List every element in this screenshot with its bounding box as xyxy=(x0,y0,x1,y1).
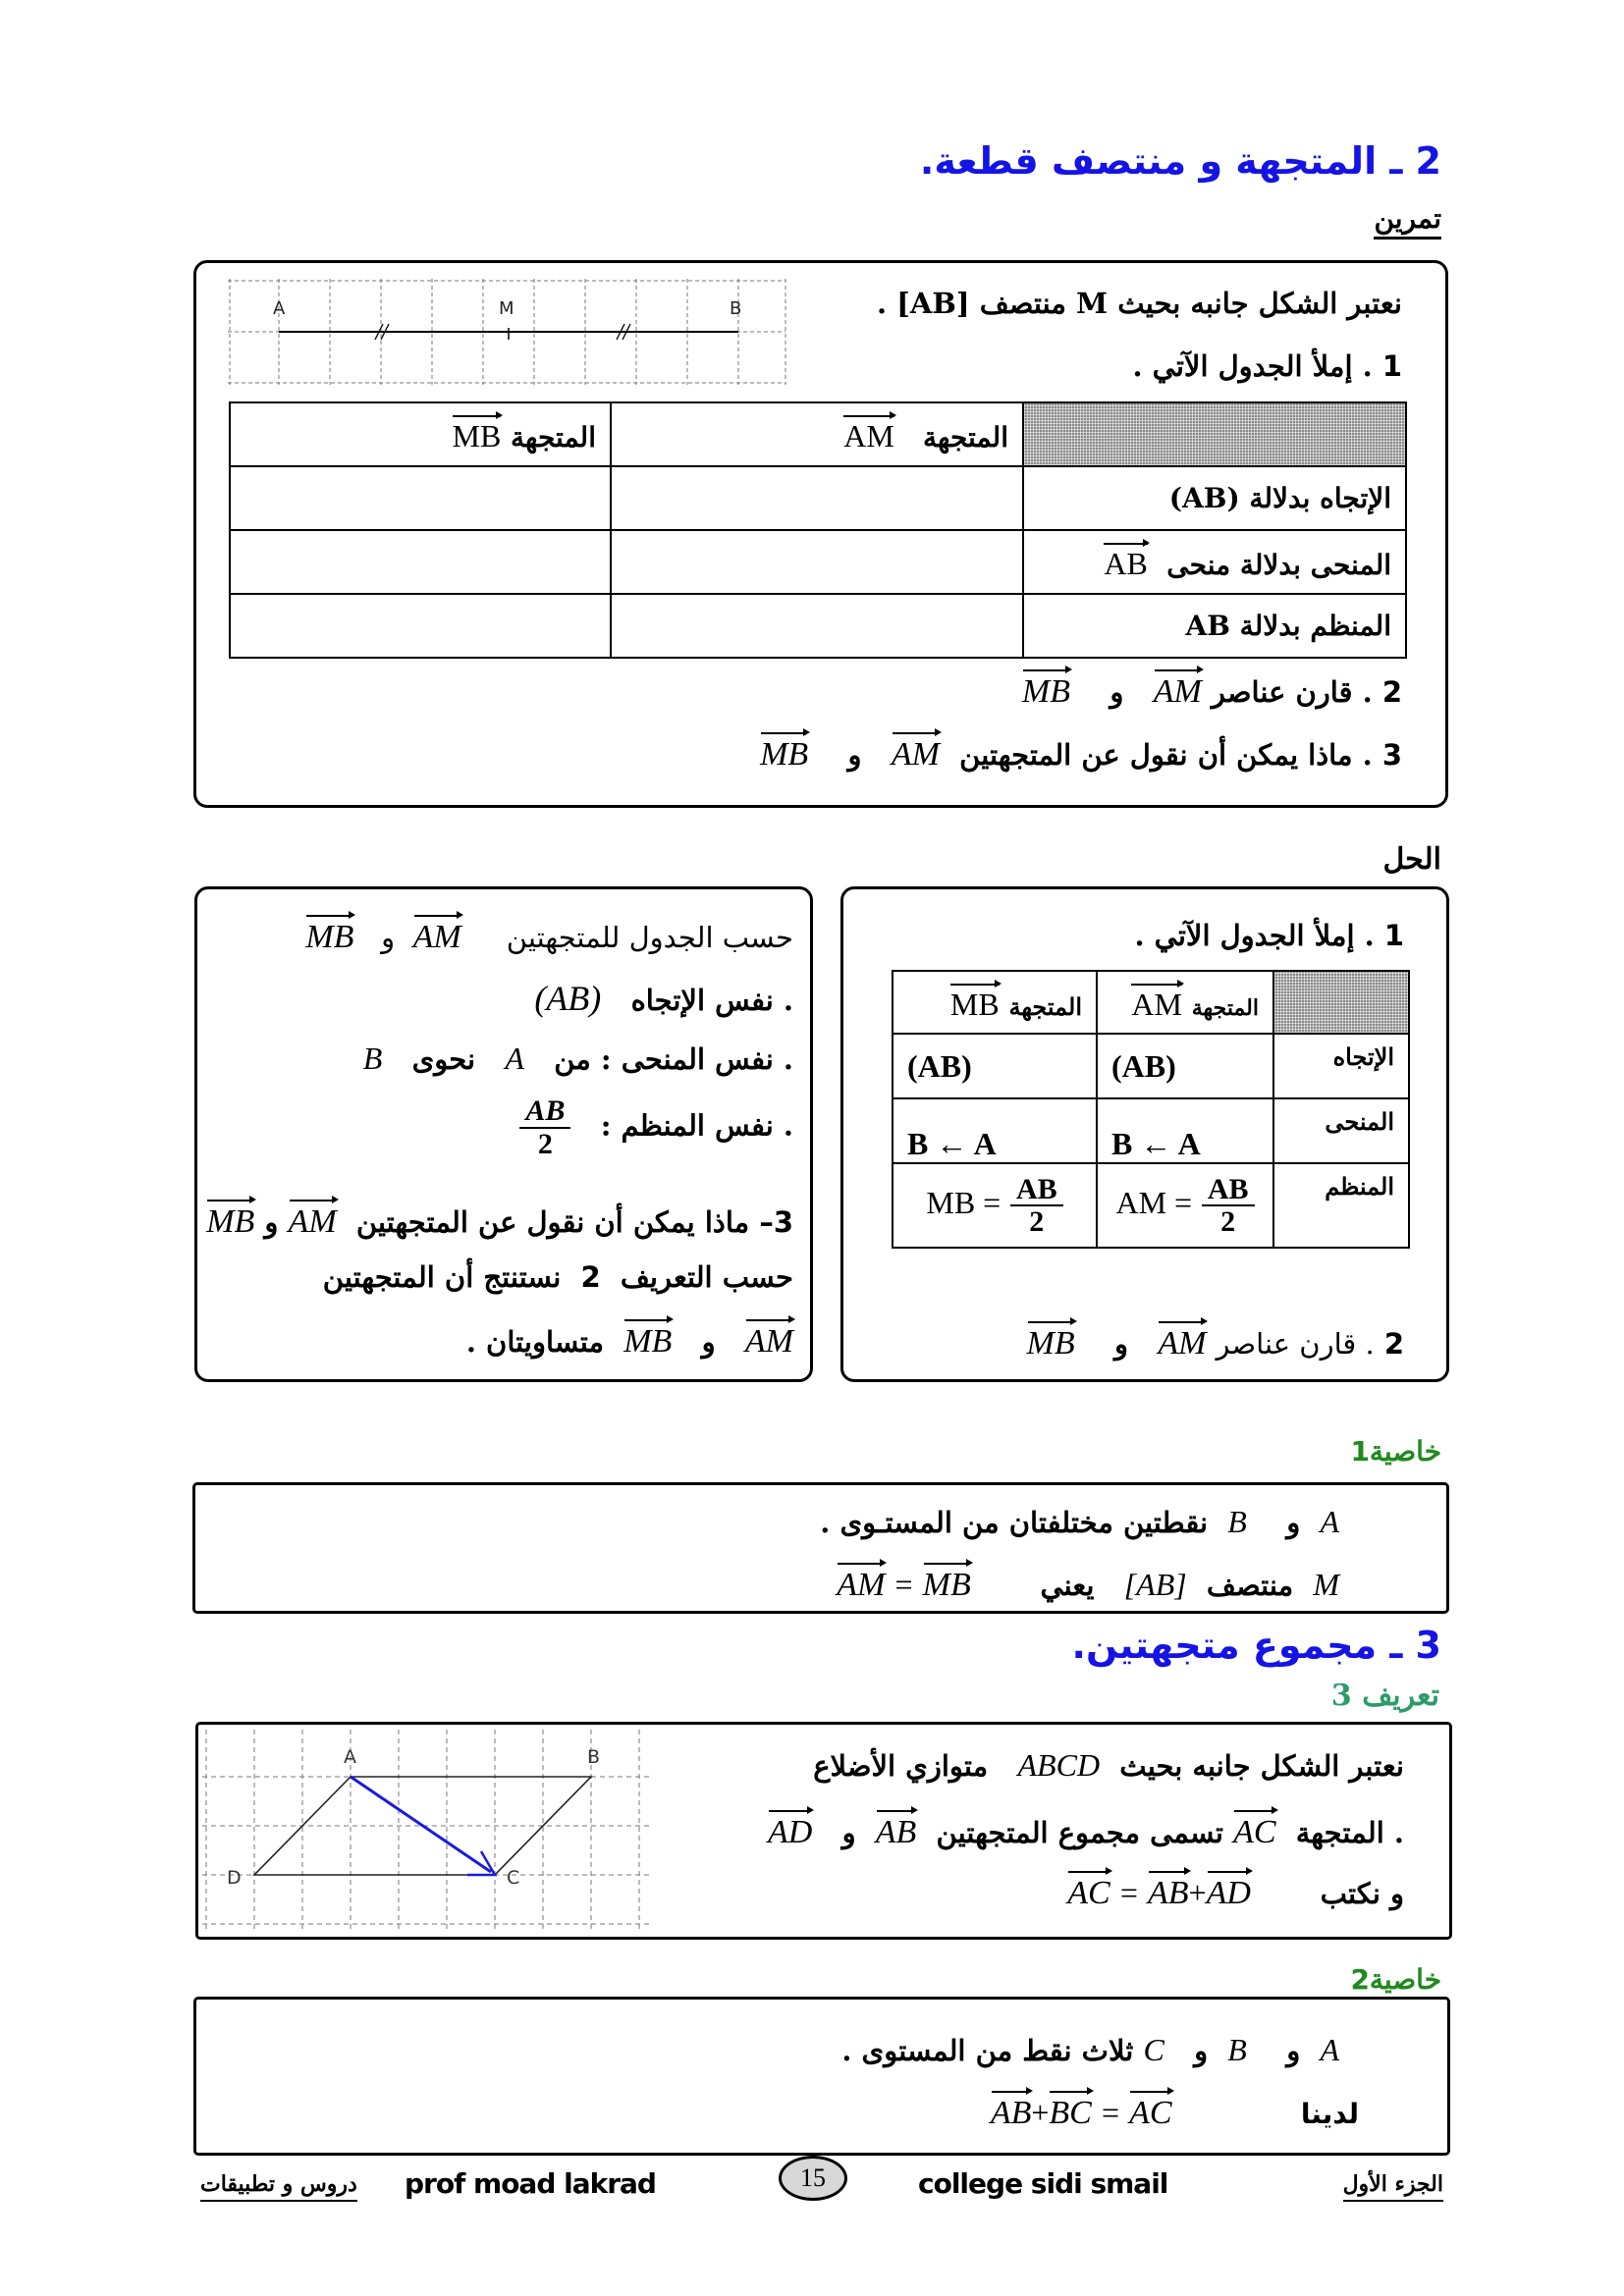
solution-left-line-4: . نفس المنظم : $\frac{AB}{2}$ xyxy=(519,1095,793,1159)
row-label-sense: المنحى بدلالة منحى AB xyxy=(1023,530,1406,594)
solution-left-line-6: حسب التعريف 2 نستنتج أن المتجهتين xyxy=(322,1260,793,1294)
vector-am: AM xyxy=(1154,667,1202,711)
exercise-intro: نعتبر الشكل جانبه بحيث M منتصف [AB] . xyxy=(876,287,1402,320)
exercise-label: تمرين xyxy=(1374,202,1441,240)
point-label-b: B xyxy=(587,1746,601,1768)
table-row xyxy=(230,594,1406,658)
answer-cell[interactable] xyxy=(230,594,611,658)
solution-q1: 1 . إملأ الجدول الآتي . xyxy=(1134,919,1404,952)
q1-text: . إملأ الجدول الآتي . xyxy=(1132,349,1373,383)
segment-figure xyxy=(228,279,787,385)
table-corner-cell xyxy=(1273,971,1409,1034)
header-am: المتجهة AM xyxy=(611,402,1023,466)
table-row: المنظم AM = $\frac{AB}{2}$ MB = $\frac{AB}{2}$ xyxy=(893,1163,1409,1248)
vector-ac-arrow xyxy=(351,1777,491,1872)
answer-cell[interactable] xyxy=(230,530,611,594)
point-label-a: A xyxy=(344,1746,356,1768)
solution-left-line-5: 3– ماذا يمكن أن نقول عن المتجهتين AM و MB xyxy=(206,1198,793,1241)
table-header-row xyxy=(230,402,1406,466)
definition-line-2: . المتجهة AC تسمى مجموع المتجهتين AB و AD xyxy=(768,1808,1404,1851)
exercise-q2: 2 . قارن عناصر AM و MB xyxy=(1022,667,1402,711)
answer-cell[interactable] xyxy=(230,466,611,530)
table-row: المنحى B ← A B ← A xyxy=(893,1098,1409,1163)
solution-q2: 2 . قارن عناصر AM و MB xyxy=(1027,1319,1404,1362)
definition-line-1: نعتبر الشكل جانبه بحيث ABCD متوازي الأضلاع xyxy=(813,1747,1404,1783)
definition-3-label: تعريف 3 xyxy=(1330,1679,1439,1713)
table-corner-cell xyxy=(1023,402,1406,466)
property-2-line-1: A و B و C ثلاث نقط من المستوى . xyxy=(841,2032,1339,2067)
point-label-d: D xyxy=(227,1867,242,1889)
section-2-heading: 2 ـ المتجهة و منتصف قطعة. xyxy=(919,139,1441,183)
section-3-heading: 3 ـ مجموع متجهتين. xyxy=(1071,1624,1441,1667)
row-label-norm: المنظم بدلالة AB xyxy=(1023,594,1406,658)
header-mb: المتجهة MB xyxy=(893,971,1097,1034)
answer-cell[interactable] xyxy=(611,530,1023,594)
row-label-direction: الإتجاه بدلالة (AB) xyxy=(1023,466,1406,530)
answer-cell[interactable] xyxy=(611,466,1023,530)
point-label-m: M xyxy=(499,298,514,319)
parallelogram-figure xyxy=(202,1730,650,1930)
footer-author: prof moad lakrad xyxy=(405,2167,656,2200)
exercise-table xyxy=(229,401,1407,659)
table-header-row xyxy=(893,971,1409,1034)
solution-left-line-1: حسب الجدول للمتجهتين AM و MB xyxy=(305,913,793,956)
definition-line-3: و نكتب AC = AB+AD xyxy=(1067,1869,1404,1912)
point-label-a: A xyxy=(273,298,286,319)
page-number-badge: 15 xyxy=(779,2156,847,2201)
solution-table xyxy=(892,970,1410,1249)
property-1-line-2: M منتصف [AB] يعني AM = MB xyxy=(837,1561,1339,1604)
property-1-line-1: A و B نقطتين مختلفتان من المستـوى . xyxy=(820,1504,1339,1539)
solution-left-line-3: . نفس المنحى : من A نحوى B xyxy=(362,1041,793,1076)
footer-part-label: الجزء الأول xyxy=(1343,2171,1443,2202)
vector-mb: MB xyxy=(1022,667,1070,711)
property-1-label: خاصية1 xyxy=(1350,1435,1441,1468)
footer-school: college sidi smail xyxy=(918,2167,1168,2200)
header-mb: المتجهة MB xyxy=(230,402,611,466)
point-label-c: C xyxy=(507,1867,520,1889)
vector-am: AM xyxy=(892,730,940,774)
footer-course-label: دروس و تطبيقات xyxy=(200,2171,357,2202)
solution-label: الحل xyxy=(1382,842,1441,877)
exercise-q1 xyxy=(1132,349,1402,383)
vector-mb: MB xyxy=(760,730,808,774)
table-row xyxy=(230,530,1406,594)
point-label-b: B xyxy=(730,298,742,319)
answer-cell[interactable] xyxy=(611,594,1023,658)
q1-number: 1 xyxy=(1381,349,1402,383)
property-2-line-2: لدينا AB+BC = AC xyxy=(991,2089,1359,2132)
header-am: المتجهة AM xyxy=(1097,971,1273,1034)
exercise-q3: 3 . ماذا يمكن أن نقول عن المتجهتين AM و MB xyxy=(760,730,1402,774)
table-row: الإتجاه (AB) (AB) xyxy=(893,1034,1409,1098)
solution-left-line-2: . نفس الإتجاه (AB) xyxy=(534,979,793,1018)
table-row xyxy=(230,466,1406,530)
property-2-label: خاصية2 xyxy=(1350,1963,1441,1996)
solution-left-line-7: AM و MB متساويتان . xyxy=(466,1317,793,1361)
